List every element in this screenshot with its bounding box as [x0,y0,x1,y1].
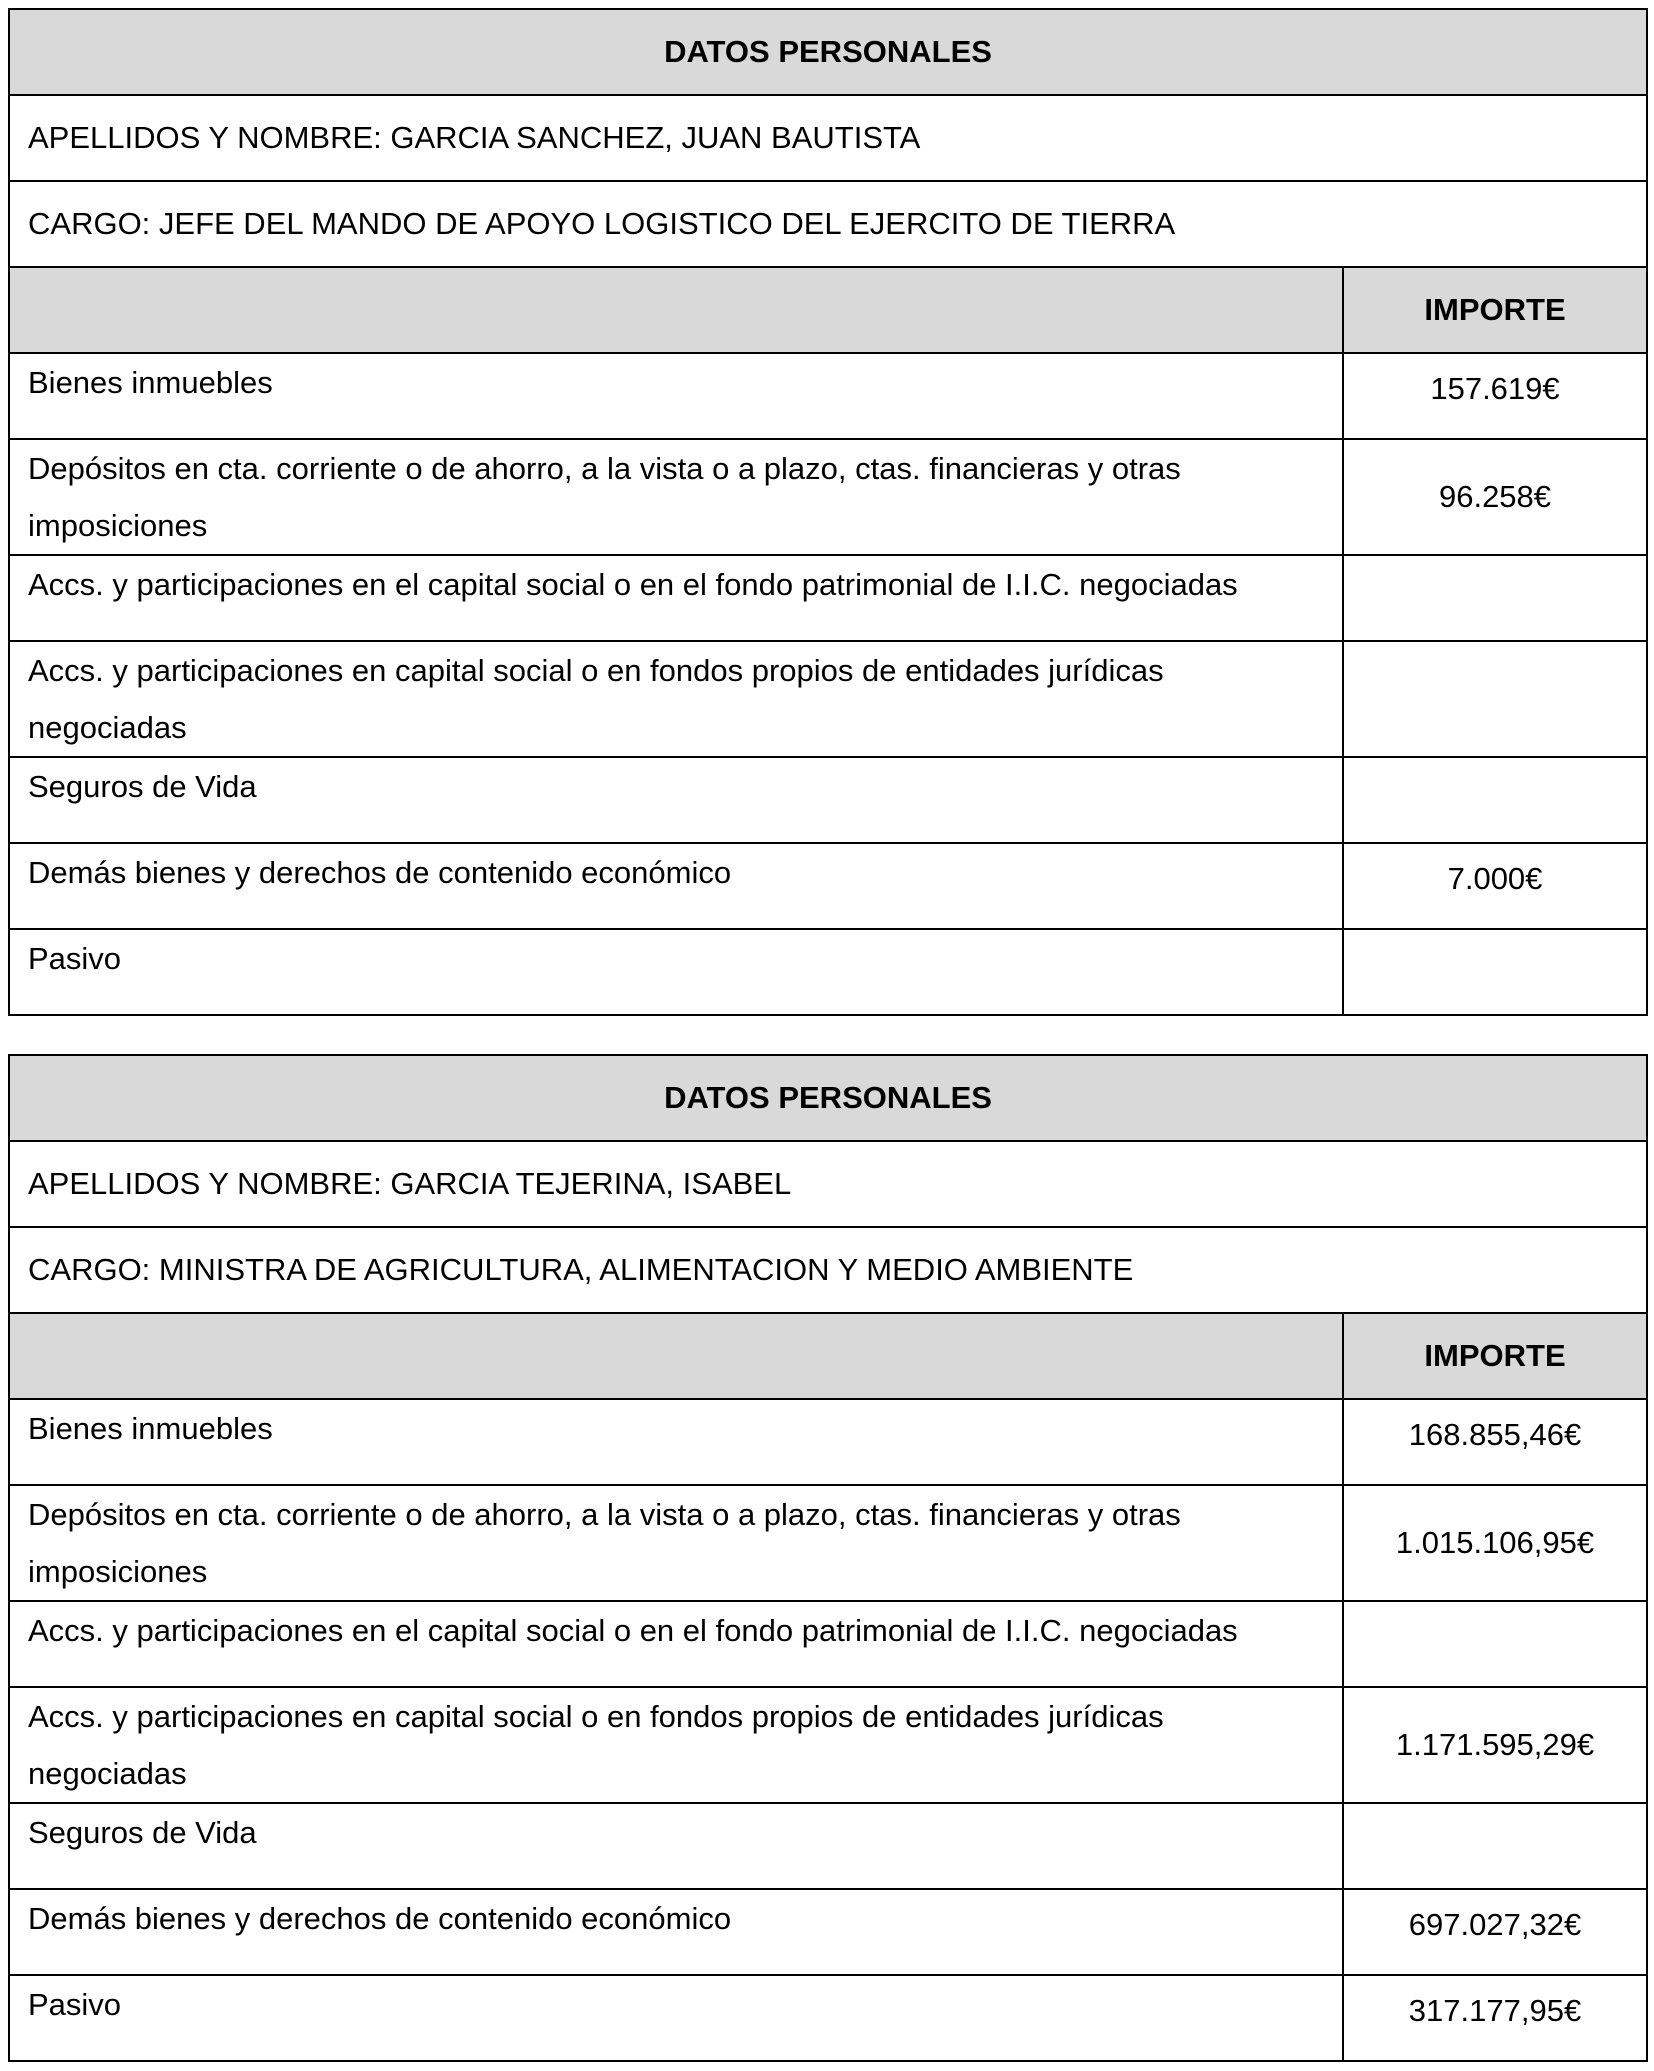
position-row [9,181,1647,267]
row-amount [1343,1803,1647,1889]
row-amount [1343,757,1647,843]
row-amount: 7.000€ [1343,843,1647,929]
position-row [9,1227,1647,1313]
blank-header-cell [9,267,1343,353]
declaration-table-2 [8,1054,1648,2062]
table-row [9,1803,1647,1889]
amount-header: IMPORTE [1343,1313,1647,1399]
amount-header: IMPORTE [1343,267,1647,353]
table-row [9,757,1647,843]
table-row [9,555,1647,641]
row-label: Demás bienes y derechos de contenido económico [9,843,1343,929]
declaration-table-1 [8,8,1648,1016]
row-amount [1343,641,1647,757]
table-row [9,641,1647,757]
row-label: Accs. y participaciones en el capital social o en el fondo patrimonial de I.I.C. negociadas [9,555,1343,641]
table-row [9,1975,1647,2061]
amount-header-row [9,267,1647,353]
row-amount: 168.855,46€ [1343,1399,1647,1485]
name-line: APELLIDOS Y NOMBRE: GARCIA SANCHEZ, JUAN BAUTISTA [9,95,1647,181]
table-row [9,1687,1647,1803]
row-label: Seguros de Vida [9,1803,1343,1889]
row-amount [1343,929,1647,1015]
table-row [9,1601,1647,1687]
section-header: DATOS PERSONALES [9,9,1647,95]
row-label: Accs. y participaciones en capital social o en fondos propios de entidades jurídicas negociadas [9,641,1343,757]
row-label: Bienes inmuebles [9,353,1343,439]
row-label: Bienes inmuebles [9,1399,1343,1485]
table-row [9,843,1647,929]
row-amount [1343,1601,1647,1687]
row-amount: 697.027,32€ [1343,1889,1647,1975]
row-amount [1343,555,1647,641]
row-label: Accs. y participaciones en capital social o en fondos propios de entidades jurídicas negociadas [9,1687,1343,1803]
position-line: CARGO: MINISTRA DE AGRICULTURA, ALIMENTACION Y MEDIO AMBIENTE [9,1227,1647,1313]
row-label: Seguros de Vida [9,757,1343,843]
table-row [9,929,1647,1015]
table-row [9,1399,1647,1485]
name-row [9,95,1647,181]
row-amount: 1.015.106,95€ [1343,1485,1647,1601]
table-row [9,353,1647,439]
section-header: DATOS PERSONALES [9,1055,1647,1141]
row-label: Demás bienes y derechos de contenido económico [9,1889,1343,1975]
row-label: Depósitos en cta. corriente o de ahorro, a la vista o a plazo, ctas. financieras y otras imposiciones [9,439,1343,555]
row-amount: 317.177,95€ [1343,1975,1647,2061]
table-row [9,1889,1647,1975]
position-line: CARGO: JEFE DEL MANDO DE APOYO LOGISTICO DEL EJERCITO DE TIERRA [9,181,1647,267]
name-line: APELLIDOS Y NOMBRE: GARCIA TEJERINA, ISABEL [9,1141,1647,1227]
table-row [9,439,1647,555]
header-row [9,1055,1647,1141]
table-row [9,1485,1647,1601]
row-amount: 1.171.595,29€ [1343,1687,1647,1803]
amount-header-row [9,1313,1647,1399]
header-row [9,9,1647,95]
row-label: Pasivo [9,1975,1343,2061]
row-amount: 157.619€ [1343,353,1647,439]
row-label: Pasivo [9,929,1343,1015]
name-row [9,1141,1647,1227]
blank-header-cell [9,1313,1343,1399]
row-label: Depósitos en cta. corriente o de ahorro, a la vista o a plazo, ctas. financieras y otras imposiciones [9,1485,1343,1601]
row-label: Accs. y participaciones en el capital social o en el fondo patrimonial de I.I.C. negociadas [9,1601,1343,1687]
row-amount: 96.258€ [1343,439,1647,555]
